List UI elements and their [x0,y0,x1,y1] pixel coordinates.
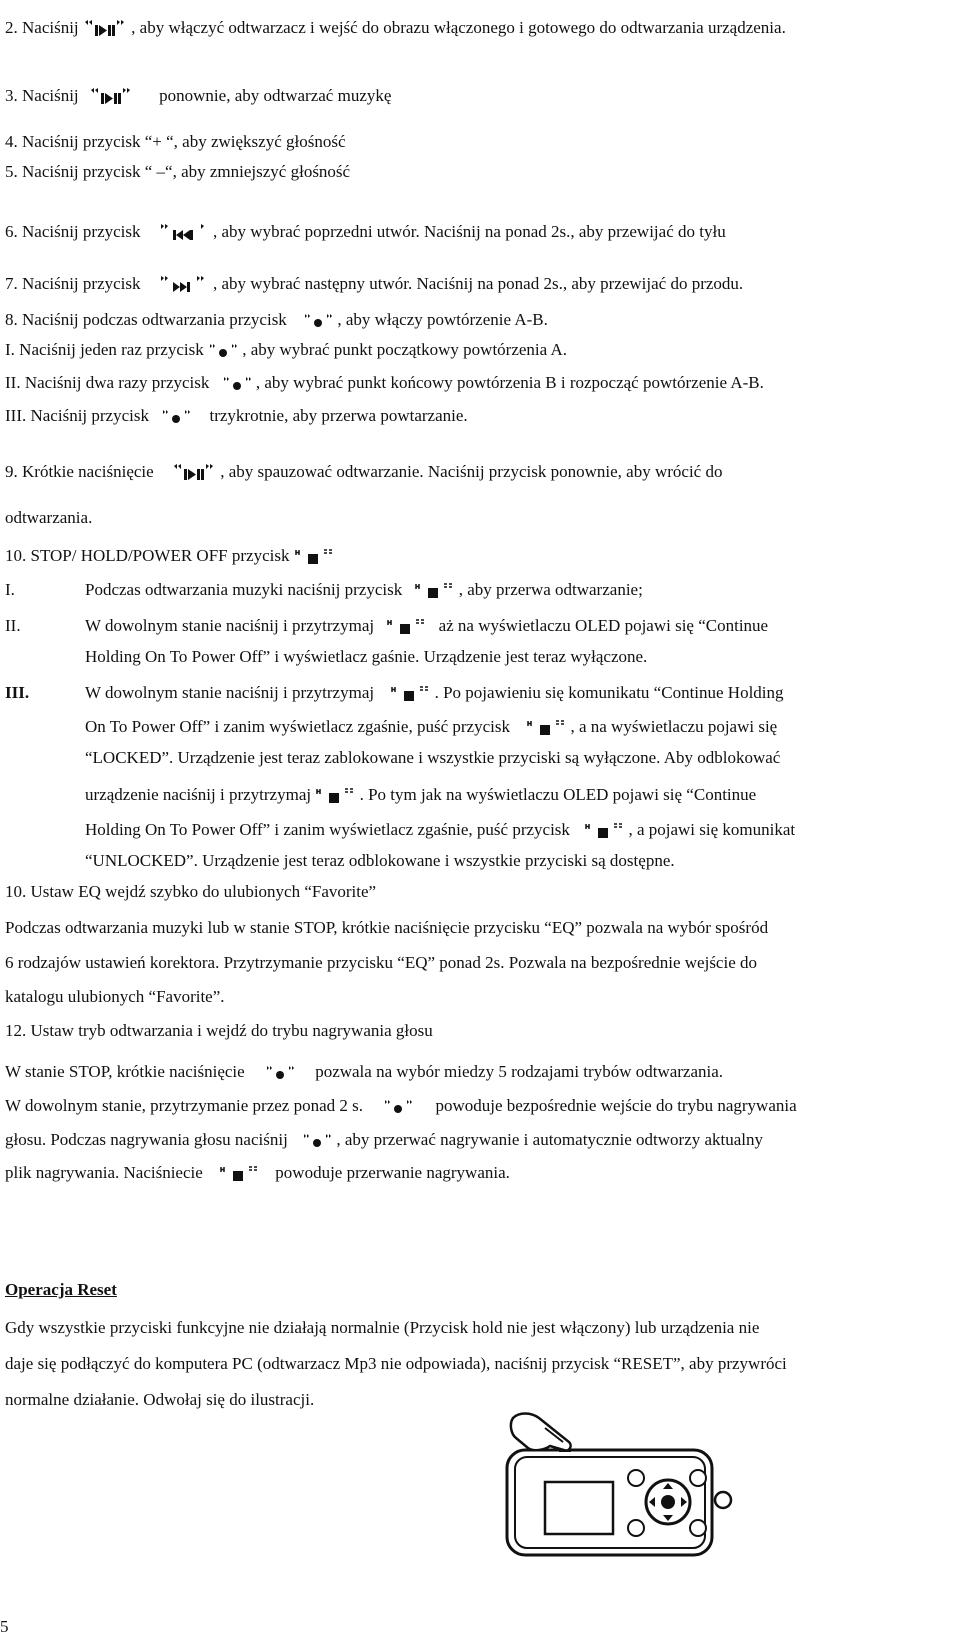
record-line-4-text-b: powoduje przerwanie nagrywania. [275,1163,510,1182]
next-track-icon [159,274,209,296]
record-line-2-text-b: powoduje bezpośrednie wejście do trybu nagrywania [435,1096,797,1115]
item-6-text-a: 6. Naciśnij przycisk [5,222,141,241]
play-pause-icon [172,462,216,484]
stop-icon [584,822,624,840]
reset-para-2: daje się podłączyć do komputera PC (odtwarzacz Mp3 nie odpowiada), naciśnij przycisk “RESET”, aby przywróci [5,1354,787,1373]
play-pause-icon [89,86,133,108]
item-10-III-text-b: . Po pojawieniu się komunikatu “Continue Holding [434,683,784,702]
item-9-text-b: , aby spauzować odtwarzanie. Naciśnij przycisk ponownie, aby wrócić do [220,462,723,481]
record-line-2-text-a: W dowolnym stanie, przytrzymanie przez ponad 2 s. [5,1096,363,1115]
item-10-I-text-a: Podczas odtwarzania muzyki naciśnij przycisk [85,580,403,599]
mode-record-icon [302,1132,332,1150]
item-8-I [5,340,567,360]
item-10-III-text-f: urządzenie naciśnij i przytrzymaj [85,785,312,804]
item-10-III-line6: “UNLOCKED”. Urządzenie jest teraz odblokowane i wszystkie przyciski są dostępne. [85,851,675,870]
item-10-eq: 10. Ustaw EQ wejdź szybko do ulubionych “Favorite” [5,882,377,901]
item-10-III-line4 [85,785,756,805]
item-8-III-text-a: III. Naciśnij przycisk [5,406,149,425]
stop-icon [219,1165,259,1183]
item-10-I-text-b: , aby przerwa odtwarzanie; [458,580,643,599]
item-8-II-text-b: , aby wybrać punkt końcowy powtórzenia B i rozpocząć powtórzenie A-B. [255,373,764,392]
item-8-I-text-b: , aby wybrać punkt początkowy powtórzenia A. [242,340,568,359]
item-7-text-a: 7. Naciśnij przycisk [5,274,141,293]
ab-repeat-icon [222,375,252,393]
eq-line-3: katalogu ulubionych “Favorite”. [5,987,225,1006]
stop-icon [386,618,426,636]
eq-line-2: 6 rodzajów ustawień korektora. Przytrzymanie przycisku “EQ” ponad 2s. Pozwala na bezpośrednie wejście do [5,953,757,972]
play-pause-icon [83,18,127,40]
mode-record-icon [265,1064,295,1082]
item-4: 4. Naciśnij przycisk “+ “, aby zwiększyć głośność [5,132,346,151]
ab-repeat-icon [161,408,191,426]
item-9-text-a: 9. Krótkie naciśnięcie [5,462,154,481]
item-10-I-num: I. [5,580,15,599]
item-10-III-line3: “LOCKED”. Urządzenie jest teraz zablokowane i wszystkie przyciski są wyłączone. Aby odblokować [85,748,781,767]
item-10-II-cont: Holding On To Power Off” i wyświetlacz gaśnie. Urządzenie jest teraz wyłączone. [85,647,648,666]
item-10-III-text-g: . Po tym jak na wyświetlaczu OLED pojawi się “Continue [359,785,757,804]
item-10-III-line2 [85,717,777,737]
item-10-III-line1 [85,683,784,703]
item-10 [5,546,334,566]
record-line-3-text-b: , aby przerwać nagrywanie i automatycznie odtworzy aktualny [336,1130,764,1149]
item-9-cont: odtwarzania. [5,508,93,527]
item-3 [5,86,391,108]
stop-icon [315,787,355,805]
stop-icon [294,548,334,566]
item-8 [5,310,548,330]
record-line-1-text-a: W stanie STOP, krótkie naciśnięcie [5,1062,245,1081]
item-7 [5,274,743,296]
reset-para-3: normalne działanie. Odwołaj się do ilustracji. [5,1390,315,1409]
device-illustration [505,1410,745,1570]
stop-icon [526,719,566,737]
item-2-text-b: , aby włączyć odtwarzacz i wejść do obrazu włączonego i gotowego do odtwarzania urządzenia. [131,18,786,37]
item-3-text-a: 3. Naciśnij [5,86,79,105]
item-8-text-a: 8. Naciśnij podczas odtwarzania przycisk [5,310,287,329]
ab-repeat-icon [303,312,333,330]
reset-heading: Operacja Reset [5,1280,117,1299]
item-8-I-text-a: I. Naciśnij jeden raz przycisk [5,340,204,359]
page-number: 5 [0,1617,9,1636]
item-10-III-text-i: , a pojawi się komunikat [628,820,796,839]
record-line-4-text-a: plik nagrywania. Naciśniecie [5,1163,203,1182]
record-line-3 [5,1130,763,1150]
record-line-1 [5,1062,723,1082]
item-10-II-text-b: aż na wyświetlaczu OLED pojawi się “Continue [438,616,769,635]
item-10-III-text-h: Holding On To Power Off” i zanim wyświetlacz zgaśnie, puść przycisk [85,820,570,839]
item-10-III-line5 [85,820,795,840]
item-8-II [5,373,764,393]
eq-line-1: Podczas odtwarzania muzyki lub w stanie STOP, krótkie naciśnięcie przycisku “EQ” pozwala na wybór spośród [5,918,769,937]
record-line-4 [5,1163,510,1183]
previous-track-icon [159,222,209,244]
item-7-text-b: , aby wybrać następny utwór. Naciśnij na ponad 2s., aby przewijać do przodu. [213,274,744,293]
record-line-2 [5,1096,797,1116]
item-10-III-text-d: , a na wyświetlaczu pojawi się [570,717,778,736]
item-5: 5. Naciśnij przycisk “ –“, aby zmniejszyć głośność [5,162,351,181]
item-10-I [85,580,643,600]
record-line-1-text-b: pozwala na wybór miedzy 5 rodzajami trybów odtwarzania. [315,1062,724,1081]
ab-repeat-icon [208,342,238,360]
item-10-II-num: II. [5,616,21,635]
mode-record-icon [383,1098,413,1116]
item-8-III-text-b: trzykrotnie, aby przerwa powtarzanie. [209,406,468,425]
item-9 [5,462,722,484]
item-12: 12. Ustaw tryb odtwarzania i wejdź do trybu nagrywania głosu [5,1021,433,1040]
item-10-III-text-c: On To Power Off” i zanim wyświetlacz zgaśnie, puść przycisk [85,717,510,736]
item-8-text-b: , aby włączy powtórzenie A-B. [337,310,548,329]
item-2 [5,18,786,40]
item-10-III-text-a: W dowolnym stanie naciśnij i przytrzymaj [85,683,375,702]
reset-para-1: Gdy wszystkie przyciski funkcyjne nie działają normalnie (Przycisk hold nie jest włączony) lub urządzenia nie [5,1318,760,1337]
item-10-III-num: III. [5,683,30,702]
item-8-III [5,406,468,426]
item-10-text-a: 10. STOP/ HOLD/POWER OFF przycisk [5,546,290,565]
item-6-text-b: , aby wybrać poprzedni utwór. Naciśnij na ponad 2s., aby przewijać do tyłu [213,222,726,241]
stop-icon [390,685,430,703]
stop-icon [414,582,454,600]
item-3-text-b: ponownie, aby odtwarzać muzykę [159,86,392,105]
item-10-II-text-a: W dowolnym stanie naciśnij i przytrzymaj [85,616,375,635]
item-2-text-a: 2. Naciśnij [5,18,79,37]
record-line-3-text-a: głosu. Podczas nagrywania głosu naciśnij [5,1130,288,1149]
item-10-II [85,616,768,636]
item-8-II-text-a: II. Naciśnij dwa razy przycisk [5,373,210,392]
item-6 [5,222,726,244]
